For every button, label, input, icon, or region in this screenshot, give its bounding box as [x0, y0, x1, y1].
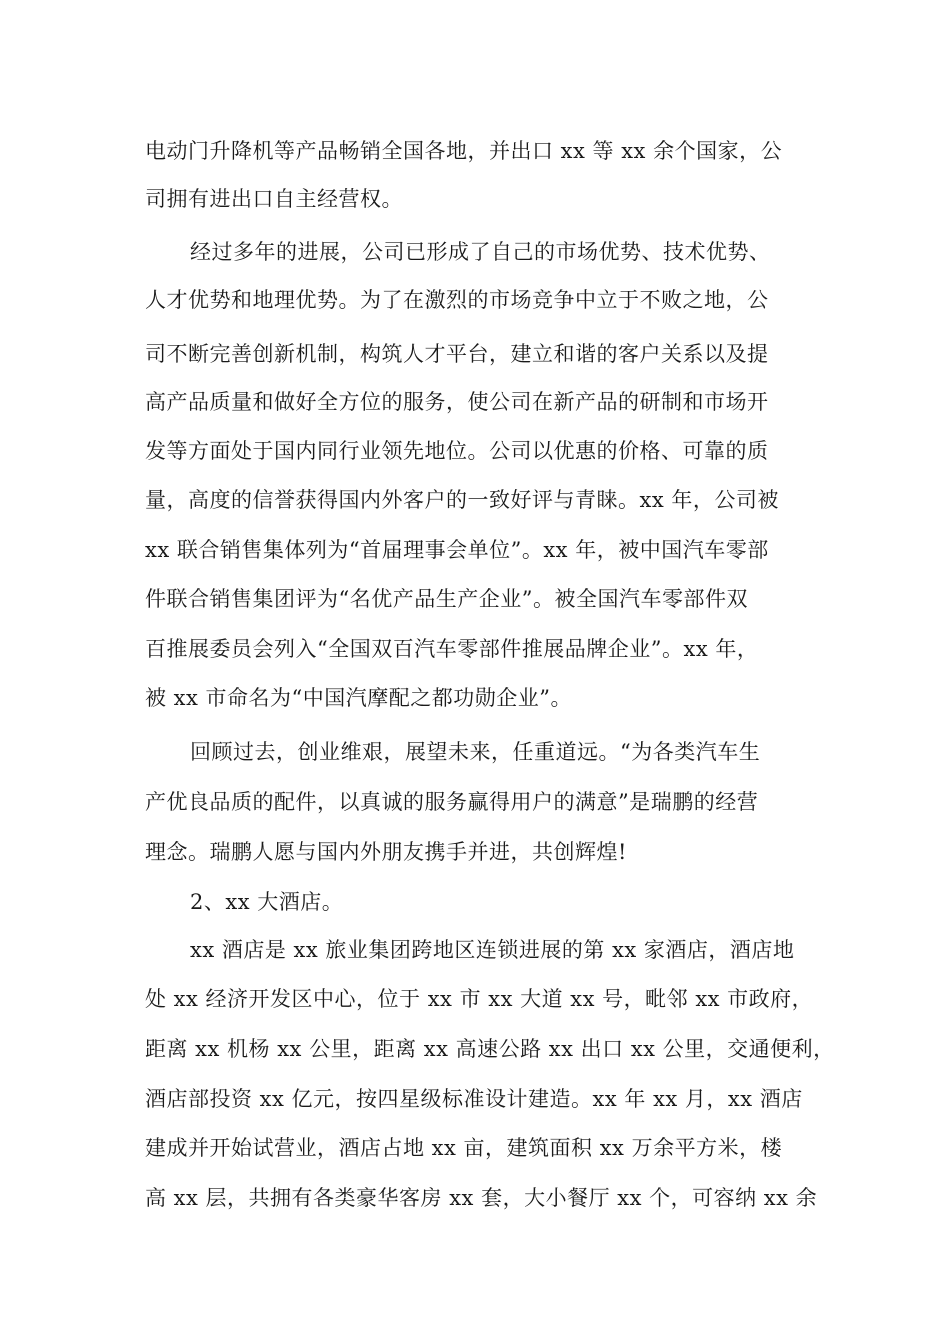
text-line: 司拥有进出口自主经营权。	[145, 187, 403, 211]
text-line: 处 xx 经济开发区中心，位于 xx 市 xx 大道 xx 号，毗邻 xx 市政府，	[145, 987, 814, 1011]
text-line: xx 联合销售集体列为“首届理事会单位”。xx 年，被中国汽车零部	[145, 538, 769, 562]
text-line: 被 xx 市命名为“中国汽摩配之都功勋企业”。	[145, 686, 573, 710]
text-line: 量，高度的信誉获得国内外客户的一致好评与青睐。xx 年，公司被	[145, 488, 779, 512]
text-line: 高产品质量和做好全方位的服务，使公司在新产品的研制和市场开	[145, 390, 769, 414]
paragraph-start-line: xx 酒店是 xx 旅业集团跨地区连锁进展的第 xx 家酒店，酒店地	[190, 938, 795, 962]
paragraph-start-line: 回顾过去，创业维艰，展望未来，任重道远。“为各类汽车生	[190, 740, 761, 764]
text-line: 高 xx 层，共拥有各类豪华客房 xx 套，大小餐厅 xx 个，可容纳 xx 余	[145, 1186, 818, 1210]
text-line: 人才优势和地理优势。为了在激烈的市场竞争中立于不败之地，公	[145, 288, 769, 312]
text-line: 理念。瑞鹏人愿与国内外朋友携手并进，共创辉煌!	[145, 840, 627, 864]
section-heading: 2、xx 大酒店。	[190, 890, 344, 914]
text-line: 电动门升降机等产品畅销全国各地，并出口 xx 等 xx 余个国家，公	[145, 139, 783, 163]
text-line: 件联合销售集团评为“名优产品生产企业”。被全国汽车零部件双	[145, 587, 748, 611]
text-line: 百推展委员会列入“全国双百汽车零部件推展品牌企业”。xx 年，	[145, 637, 759, 661]
text-line: 产优良品质的配件，以真诚的服务赢得用户的满意”是瑞鹏的经营	[145, 790, 759, 814]
text-line: 发等方面处于国内同行业领先地位。公司以优惠的价格、可靠的质	[145, 439, 769, 463]
text-line: 建成并开始试营业，酒店占地 xx 亩，建筑面积 xx 万余平方米，楼	[145, 1136, 783, 1160]
paragraph-start-line: 经过多年的进展，公司已形成了自己的市场优势、技术优势、	[190, 240, 771, 264]
text-line: 距离 xx 机杨 xx 公里，距离 xx 高速公路 xx 出口 xx 公里，交通便利，	[145, 1037, 835, 1061]
text-line: 酒店部投资 xx 亿元，按四星级标准设计建造。xx 年 xx 月，xx 酒店	[145, 1087, 803, 1111]
text-line: 司不断完善创新机制，构筑人才平台，建立和谐的客户关系以及提	[145, 342, 769, 366]
